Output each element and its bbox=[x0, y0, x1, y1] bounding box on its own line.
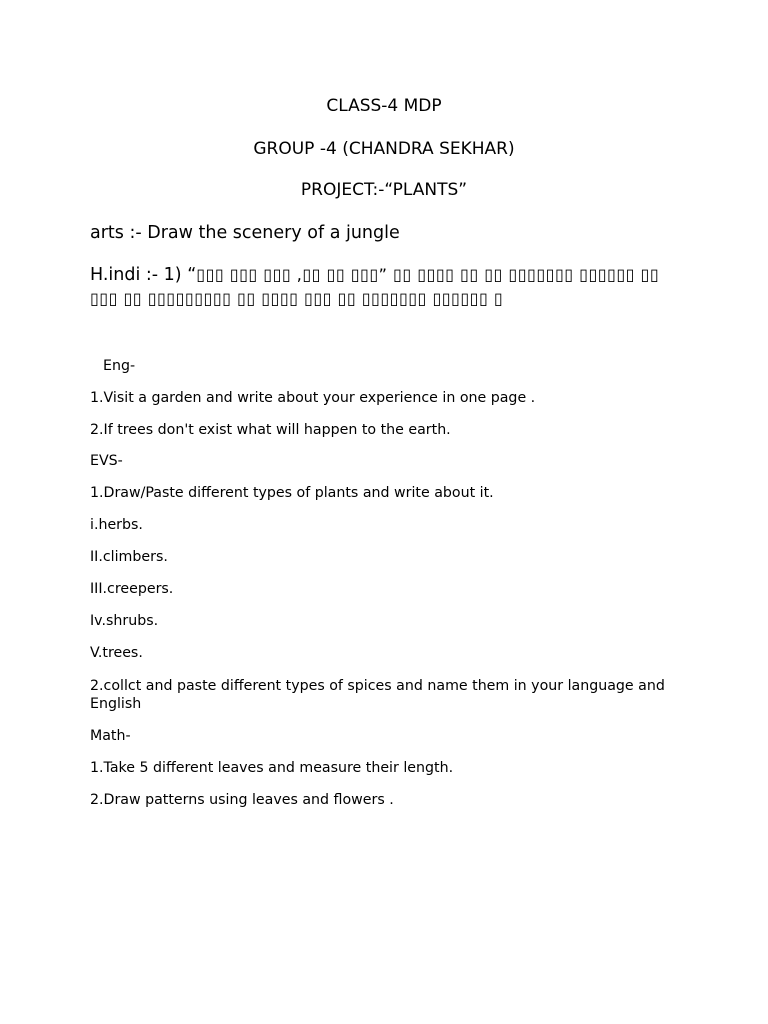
evs-item-1: 1.Draw/Paste different types of plants and write about it. bbox=[90, 485, 494, 501]
math-item-1: 1.Take 5 different leaves and measure their length. bbox=[90, 760, 454, 776]
evs-subitem-herbs: i.herbs. bbox=[90, 517, 143, 533]
math-item-2: 2.Draw patterns using leaves and flowers . bbox=[90, 792, 394, 808]
hindi-task-text: ▯▯▯ ▯▯▯ ▯▯▯ ,▯▯ ▯▯ ▯▯▯” ▯▯ ▯▯▯▯ ▯▯ ▯▯ ▯▯▯▯▯▯▯ ▯▯▯▯▯▯ ▯▯ ▯▯▯ ▯▯ ▯▯▯▯▯▯▯▯▯ ▯▯ ▯▯▯▯ ▯▯▯ ▯▯ ▯▯▯▯▯▯▯ ▯▯▯▯▯▯ ▯ bbox=[90, 265, 660, 308]
arts-task: arts :- Draw the scenery of a jungle bbox=[90, 223, 400, 243]
evs-heading: EVS- bbox=[90, 453, 123, 469]
evs-subitem-shrubs: Iv.shrubs. bbox=[90, 613, 159, 629]
hindi-task bbox=[90, 263, 670, 311]
evs-subitem-creepers: III.creepers. bbox=[90, 581, 174, 597]
class-heading: CLASS-4 MDP bbox=[326, 96, 442, 116]
group-heading: GROUP -4 (CHANDRA SEKHAR) bbox=[253, 139, 515, 159]
project-heading: PROJECT:-“PLANTS” bbox=[300, 180, 468, 200]
math-heading: Math- bbox=[90, 728, 131, 744]
eng-heading: Eng- bbox=[103, 358, 136, 374]
hindi-task-label: H.indi :- 1) “ bbox=[90, 265, 197, 285]
evs-subitem-trees: V.trees. bbox=[90, 645, 143, 661]
eng-item-2: 2.If trees don't exist what will happen to the earth. bbox=[90, 422, 451, 438]
eng-item-1: 1.Visit a garden and write about your experience in one page . bbox=[90, 390, 536, 406]
evs-item-2: 2.collct and paste different types of spices and name them in your language and English bbox=[90, 678, 665, 712]
evs-subitem-climbers: II.climbers. bbox=[90, 549, 168, 565]
